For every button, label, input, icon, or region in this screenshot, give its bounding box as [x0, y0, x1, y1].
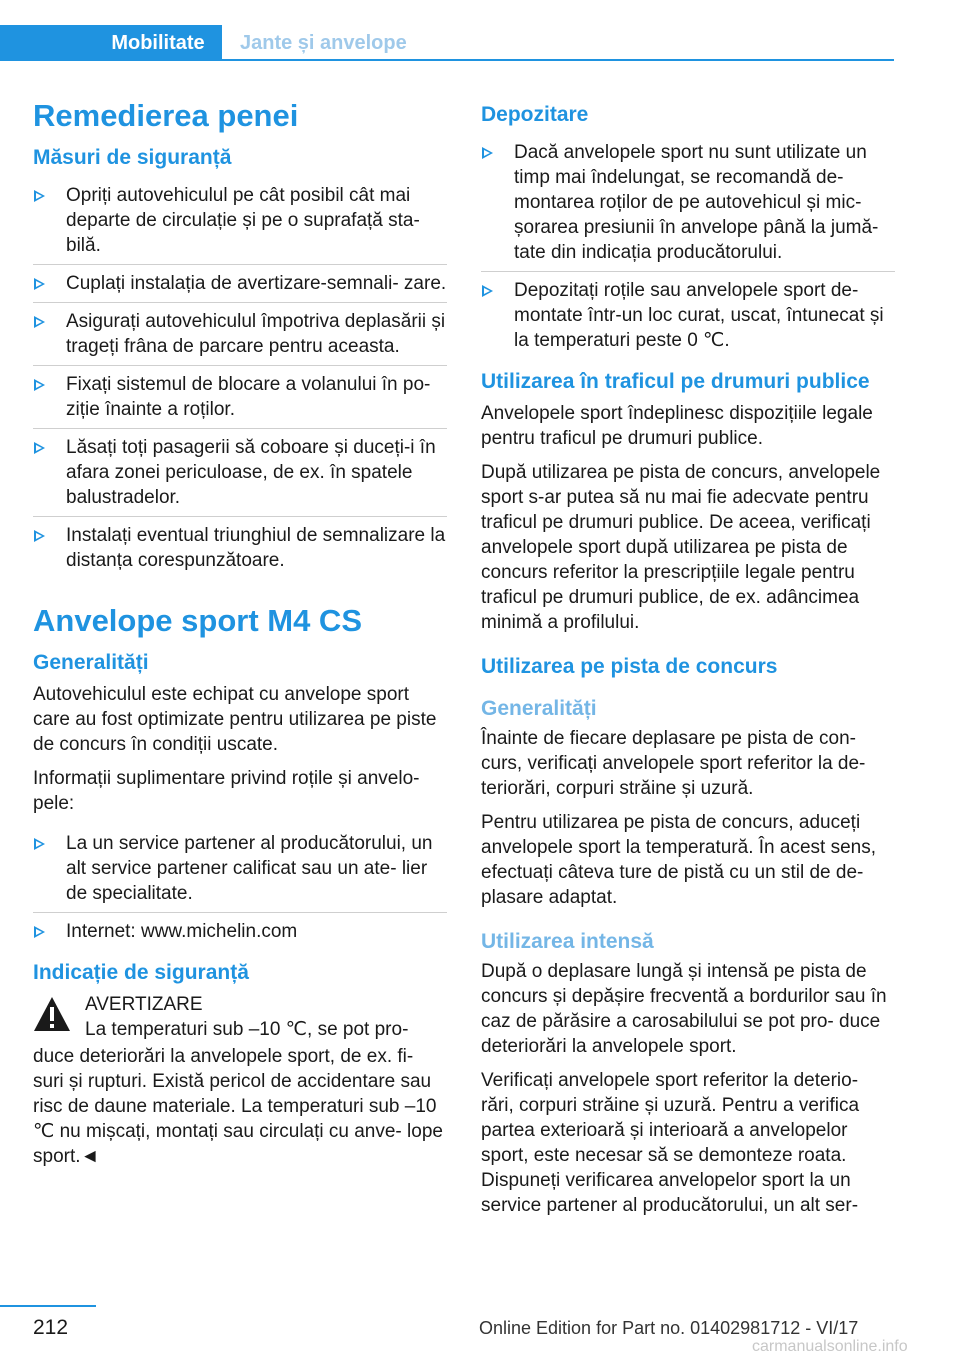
bullet-triangle-icon [34, 838, 45, 850]
list-item: Opriți autovehiculul pe cât posibil cât mai departe de circulație și pe o suprafață sta‐ bilă. [33, 177, 447, 265]
tab-jante-si-anvelope[interactable]: Jante și anvelope [240, 31, 407, 54]
edition-note: Online Edition for Part no. 01402981712 - VI/17 [479, 1318, 859, 1338]
warning-triangle-icon [33, 996, 71, 1032]
right-column [481, 96, 895, 1227]
list-item: Cuplați instalația de avertizare-semnali‐ zare. [33, 265, 447, 303]
header-divider [222, 59, 894, 61]
paragraph: Autovehiculul este echipat cu anvelope sport care au fost optimizate pentru utilizarea pe piste de concurs în condiții uscate. [33, 684, 437, 755]
list-item: Asigurați autovehiculul împotriva deplasării și trageți frâna de parcare pentru aceasta. [33, 303, 447, 366]
title-remedierea-penei: Remedierea penei [33, 98, 299, 133]
heading-generalitati: Generalități [33, 651, 149, 674]
subheading-utilizarea-intensa: Utilizarea intensă [481, 930, 654, 953]
paragraph: După o deplasare lungă și intensă pe pista de concurs și depășire frecventă a bordurilor sau în caz de părăsire a carosabilului se pot pro‐ duce deteriorări la anvelopele sport. [481, 961, 887, 1057]
list-item: Dacă anvelopele sport nu sunt utilizate un timp mai îndelungat, se recomandă de‐ montarea roților de pe autovehicul și mic‐ șorarea presiunii în anvelope până la jumă‐ tate din indicația producătorului. [481, 134, 895, 272]
bullet-triangle-icon [482, 147, 493, 159]
bullet-triangle-icon [34, 190, 45, 202]
list-item: Instalați eventual triunghiul de semnalizare la distanța corespunzătoare. [33, 517, 447, 579]
heading-pista-concurs: Utilizarea pe pista de concurs [481, 655, 778, 678]
header-accent-block [0, 25, 94, 61]
warning-text: duce deteriorări la anvelopele sport, de ex. fi‐ suri și rupturi. Există pericol de accidentare sau risc de daune materiale. La temperaturi sub –10 ℃ nu mișcați, montați sau circulați cu anve‐ lope sport.◄ [33, 1046, 443, 1167]
watermark: carmanualsonline.info [752, 1338, 908, 1355]
list-item: La un service partener al producătorului, un alt service partener calificat sau un ate‐ lier de specialitate. [33, 825, 447, 913]
list-item: Internet: www.michelin.com [33, 913, 447, 950]
page-number: 212 [33, 1316, 69, 1339]
paragraph: Înainte de fiecare deplasare pe pista de con‐ curs, verificați anvelopele sport referitor la de‐ teriorări, corpuri străine și uzură. [481, 728, 866, 799]
bullet-triangle-icon [34, 278, 45, 290]
left-column [33, 96, 447, 1169]
bullet-triangle-icon [482, 285, 493, 297]
warning-box [33, 992, 447, 1042]
bullet-triangle-icon [34, 926, 45, 938]
paragraph: După utilizarea pe pista de concurs, anvelopele sport s-ar putea să nu mai fie adecvate pentru traficul pe drumuri publice. De aceea, verificați anvelopele sport după utilizarea pe pista de concurs referitor la prescripțiile legale pentru traficul pe drumuri publice, de ex. adâncimea minimă a profilului. [481, 462, 881, 633]
info-list [33, 825, 447, 950]
safety-list [33, 177, 447, 579]
paragraph: Anvelopele sport îndeplinesc dispozițiile legale pentru traficul pe drumuri publice. [481, 403, 873, 449]
list-item: Lăsați toți pasagerii să coboare și duceți-i în afara zonei periculoase, de ex. în spatele balustradelor. [33, 429, 447, 517]
list-item: Fixați sistemul de blocare a volanului în po‐ ziție înainte a roților. [33, 366, 447, 429]
heading-trafic-public: Utilizarea în traficul pe drumuri publice [481, 370, 870, 393]
heading-indicatie-siguranta: Indicație de siguranță [33, 961, 249, 984]
bullet-triangle-icon [34, 379, 45, 391]
paragraph: Pentru utilizarea pe pista de concurs, aduceți anvelopele sport la temperatură. În acest sens, efectuați câteva ture de pistă cu un stil de de‐ plasare adaptat. [481, 812, 877, 908]
warning-label: AVERTIZARE [85, 994, 203, 1015]
bullet-triangle-icon [34, 530, 45, 542]
storage-list [481, 134, 895, 359]
subheading-generalitati: Generalități [481, 697, 597, 720]
footer-divider [0, 1305, 96, 1307]
bullet-triangle-icon [34, 316, 45, 328]
bullet-triangle-icon [34, 442, 45, 454]
heading-masuri-siguranta: Măsuri de siguranță [33, 146, 232, 169]
heading-depozitare: Depozitare [481, 103, 589, 126]
paragraph: Verificați anvelopele sport referitor la deterio‐ rări, corpuri străine și uzură. Pentru a verifica partea exterioară și interioară a anvelopelor sport, este necesar să se demonteze roata. Dispuneți verificarea anvelopelor sport la un service partener al producătorului, un alt ser‐ [481, 1070, 860, 1216]
warning-text-first-line: La temperaturi sub –10 ℃, se pot pro‐ [85, 1019, 409, 1040]
list-item: Depozitați roțile sau anvelopele sport de‐ montate într-un loc curat, uscat, întunecat și la temperaturi peste 0 ℃. [481, 272, 895, 359]
tab-mobilitate[interactable]: Mobilitate [94, 25, 222, 61]
title-anvelope-sport: Anvelope sport M4 CS [33, 603, 362, 638]
page-header [0, 0, 960, 64]
paragraph: Informații suplimentare privind roțile și anvelo‐ pele: [33, 768, 420, 814]
